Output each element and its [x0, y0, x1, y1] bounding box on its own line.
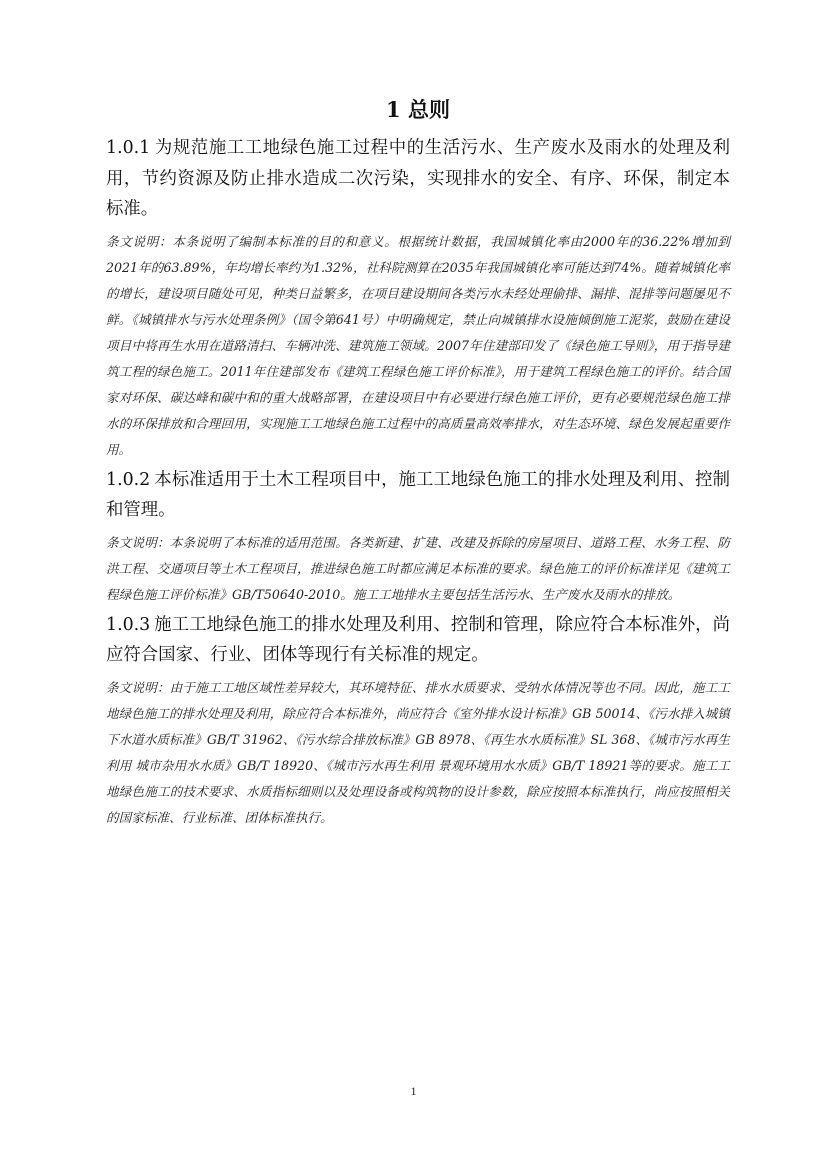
clause-number: 1.0.2 [106, 469, 151, 490]
clause-note-1-0-1: 条文说明：本条说明了编制本标准的目的和意义。根据统计数据，我国城镇化率由2000年的36.22%增加到2021年的63.89%，年均增长率约为1.32%，社科院测算在2035年我国城镇化率可能达到74%。随着城镇化率的增长，建设项目随处可见，种类日益繁多，在项目建设期间各类污水未经处理偷排、漏排、混排等问题屡见不鲜。《城镇排水与污水处理条例》（国令第641号）中明确规定，禁止向城镇排水设施倾倒施工泥浆，鼓励在建设项目中将再生水用在道路清扫、车辆冲洗、建筑施工领域。2007年住建部印发了《绿色施工导则》，用于指导建筑工程的绿色施工。2011年住建部发布《建筑工程绿色施工评价标准》，用于建筑工程绿色施工的评价。结合国家对环保、碳达峰和碳中和的重大战略部署，在建设项目中有必要进行绿色施工评价，更有必要规范绿色施工排水的环保排放和合理回用，实现施工工地绿色施工过程中的高质量高效率排水，对生态环境、绿色发展起重要作用。 [106, 233, 730, 457]
page-content [106, 95, 730, 833]
clause-1-0-2 [106, 465, 730, 526]
page-number: 1 [410, 1084, 417, 1098]
clause-1-0-3 [106, 610, 730, 671]
clause-text: 施工工地绿色施工的排水处理及利用、控制和管理，除应符合本标准外，尚应符合国家、行业、团体等现行有关标准的规定。 [106, 614, 730, 665]
clause-number: 1.0.3 [106, 614, 151, 635]
clause-text: 为规范施工工地绿色施工过程中的生活污水、生产废水及雨水的处理及利用，节约资源及防止排水造成二次污染，实现排水的安全、有序、环保，制定本标准。 [106, 138, 730, 219]
clause-text: 本标准适用于土木工程项目中，施工工地绿色施工的排水处理及利用、控制和管理。 [106, 469, 730, 520]
clause-1-0-1 [106, 133, 730, 225]
clause-note-1-0-3: 条文说明：由于施工工地区域性差异较大，其环境特征、排水水质要求、受纳水体情况等也不同。因此，施工工地绿色施工的排水处理及利用，除应符合本标准外，尚应符合《室外排水设计标准》GB 50014、《污水排入城镇下水道水质标准》GB/T 31962、《污水综合排放标准》GB 8978、《再生水水质标准》SL 368、《城市污水再生利用 城市杂用水水质》GB/T 18920、《城市污水再生利用 景观环境用水水质》GB/T 18921等的要求。施工工地绿色施工的技术要求、水质指标细则以及处理设备或构筑物的设计参数，除应按照本标准执行，尚应按照相关的国家标准、行业标准、团体标准执行。 [106, 679, 730, 825]
chapter-title: 1 总则 [386, 97, 450, 122]
clause-note-1-0-2: 条文说明：本条说明了本标准的适用范围。各类新建、扩建、改建及拆除的房屋项目、道路工程、水务工程、防洪工程、交通项目等土木工程项目，推进绿色施工时都应满足本标准的要求。绿色施工的评价标准详见《建筑工程绿色施工评价标准》GB/T50640-2010。施工工地排水主要包括生活污水、生产废水及雨水的排放。 [106, 534, 730, 602]
clause-number: 1.0.1 [106, 138, 151, 158]
